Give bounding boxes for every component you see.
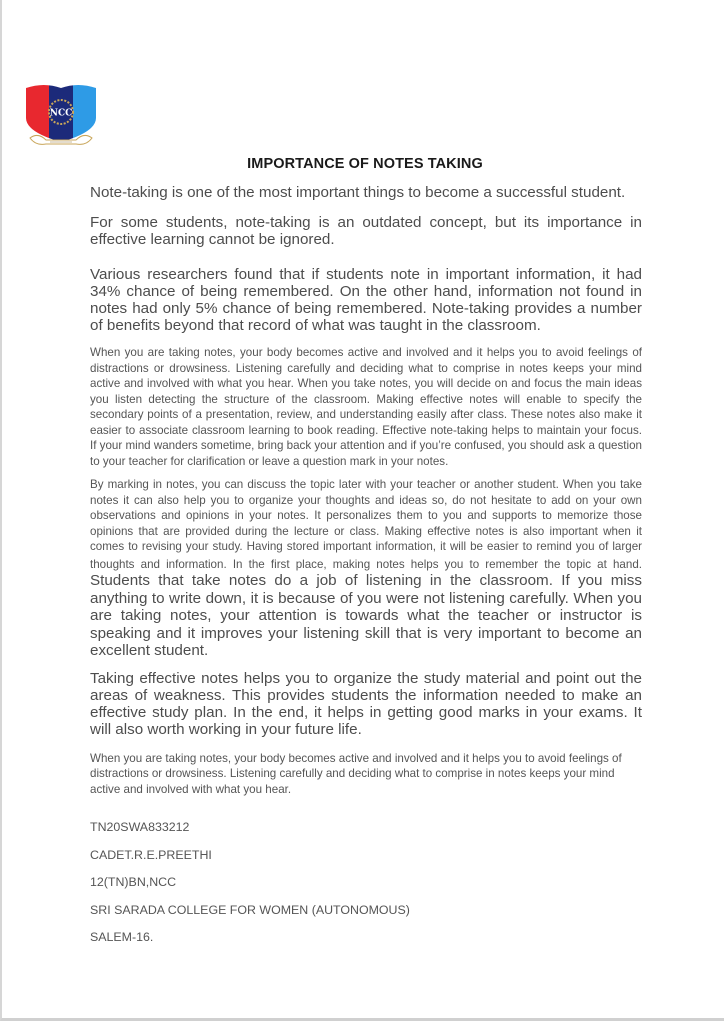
college-name: SRI SARADA COLLEGE FOR WOMEN (AUTONOMOUS) <box>90 902 410 917</box>
paragraph-research: Various researchers found that if students note in important information, it had 34% chance of being remembered. On the other hand, information not found in notes had only 5% chance of being remembered. Note-taking provides a number of benefits beyond that record of what was taught in the classroom. <box>90 266 642 334</box>
cadet-name: CADET.R.E.PREETHI <box>90 847 212 862</box>
paragraph-effective-notes: Taking effective notes helps you to organize the study material and point out the areas of weakness. This provides students the information needed to make an effective study plan. In the end, it helps in getting good marks in your exams. It will also worth working in your future life. <box>90 669 642 738</box>
paragraph-marking-notes-large: Students that take notes do a job of listening in the classroom. If you miss anything to write down, it is because of you were not listening carefully. When you are taking notes, your attention is towards what the teacher or instructor is speaking and it improves your listening skill that is very important to become an excellent student. <box>90 572 642 659</box>
city: SALEM-16. <box>90 930 154 944</box>
ncc-crest-icon <box>24 82 98 152</box>
paragraph-outdated-concept: For some students, note-taking is an outdated concept, but its importance in effective learning cannot be ignored. <box>90 214 642 248</box>
crest-text: NCC <box>49 108 73 119</box>
paragraph-marking-notes-small: By marking in notes, you can discuss the topic later with your teacher or another student. When you take notes it can also help you to organize your thoughts and ideas so, do not hesitate to add on your own observations and opinions in your notes. It personalizes them to you and supports to memorize those opinions that are provided during the lecture or class. Making effective notes is also important when it comes to revising your study. Having stored important information, it will be easier to remind you of larger thoughts and information. In the first place, making notes helps you to remember the topic at hand. <box>90 478 642 571</box>
paragraph-closing: When you are taking notes, your body becomes active and involved and it helps you to avoid feelings of distractions or drowsiness. Listening carefully and deciding what to comprise in notes keeps your mind active and involved with what you hear. <box>90 751 622 796</box>
paragraph-intro: Note-taking is one of the most important things to become a successful student. <box>90 184 626 201</box>
paragraph-active-involved: When you are taking notes, your body becomes active and involved and it helps you to avoid feelings of distractions or drowsiness. Listening carefully and deciding what to comprise in notes keeps your mind active and involved with what you hear. When you take notes, you will decide on and focus the main ideas you listen detecting the structure of the classroom. Making effective notes will enable to specify the secondary points of a presentation, review, and understanding easily after class. These notes also make it easier to associate classroom learning to book reading. Effective note-taking helps to maintain your focus. If your mind wanders sometime, bring back your attention and if you’re confused, you should ask a question to your teacher for clarification or leave a question mark in your notes. <box>90 346 642 468</box>
cadet-id: TN20SWA833212 <box>90 820 190 834</box>
document-title: IMPORTANCE OF NOTES TAKING <box>247 156 483 172</box>
battalion: 12(TN)BN,NCC <box>90 875 177 889</box>
signature-block <box>90 820 410 958</box>
document-body <box>90 184 642 797</box>
ncc-crest-logo <box>24 82 98 152</box>
paragraph-marking-notes <box>90 477 642 660</box>
